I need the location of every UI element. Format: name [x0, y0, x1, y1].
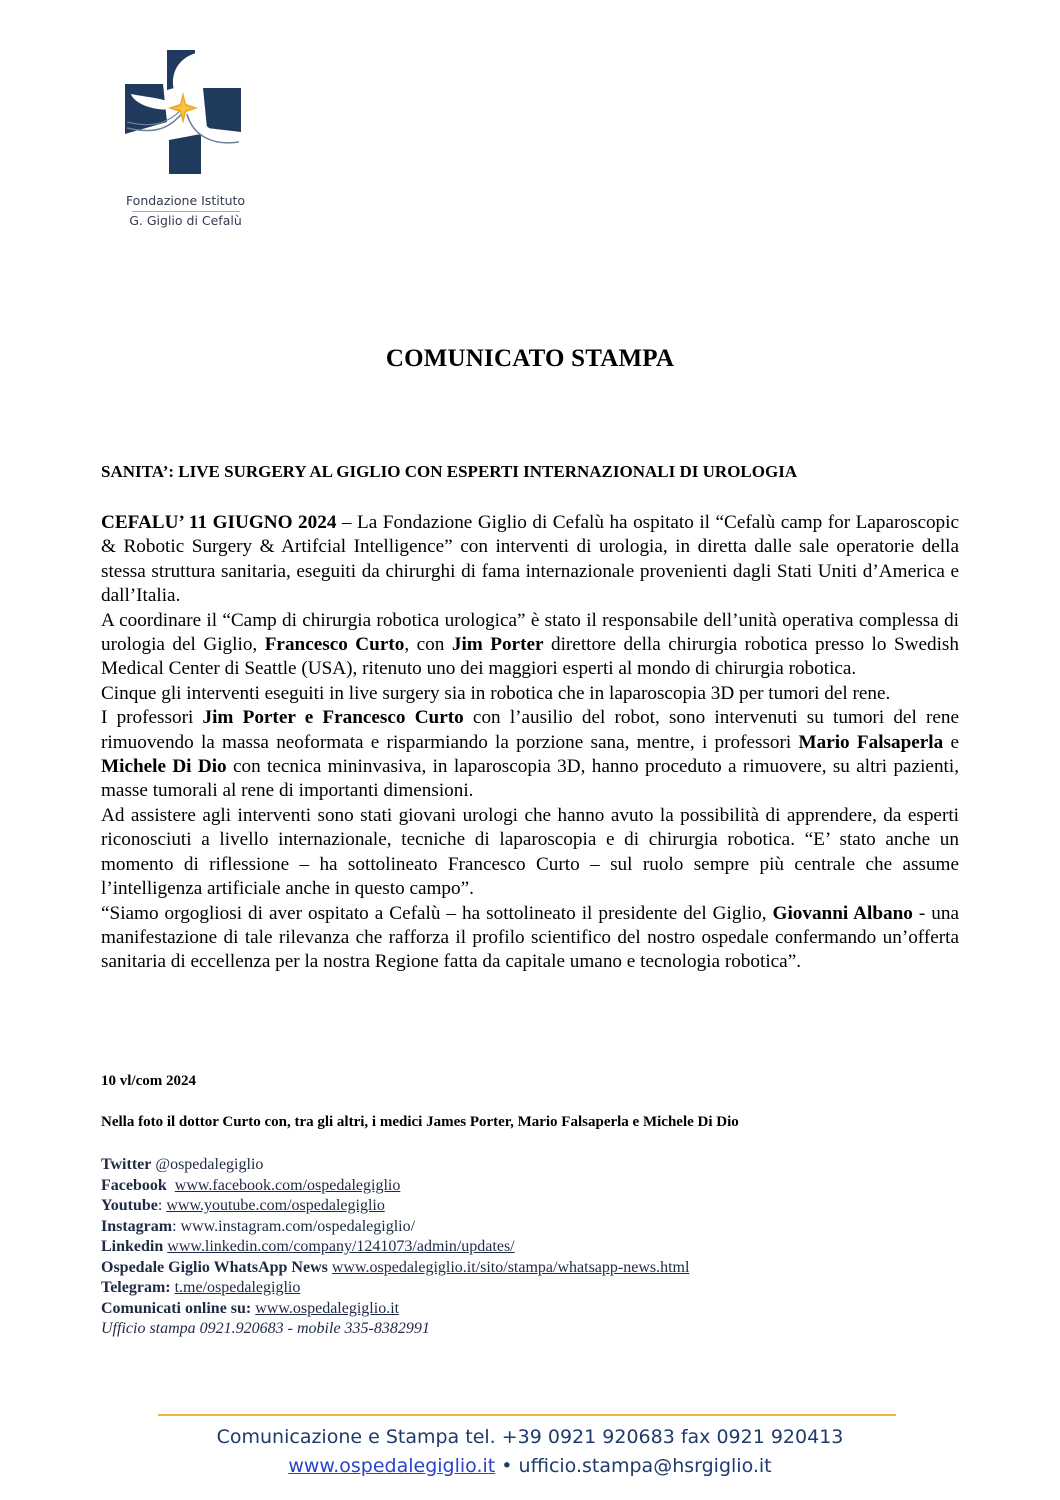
- name-albano: Giovanni Albano: [772, 902, 913, 924]
- dateline: CEFALU’ 11 GIUGNO 2024: [101, 512, 337, 533]
- youtube-link[interactable]: www.youtube.com/ospedalegiglio: [166, 1197, 385, 1214]
- telegram-link[interactable]: t.me/ospedalegiglio: [174, 1279, 301, 1296]
- paragraph-2-text-d: direttore della chirurgia robotica presso lo Swedish Medical Center di Seattle (USA), ritenuto uno dei maggiori esperti al mondo di chirurgia robotica.: [101, 634, 959, 680]
- paragraph-1-text: – La Fondazione Giglio di Cefalù ha ospitato il “Cefalù camp for Laparoscopic & Robotic Surgery & Artifcial Intelligence” con interventi di urologia, in diretta dalle sale operatorie della stessa struttura sanitaria, eseguiti da chirurghi di fama internazionale provenienti dagli Stati Uniti d’America e dall’Italia.: [101, 512, 959, 607]
- logo-text-line1: Fondazione Istituto: [125, 193, 246, 208]
- paragraph-2-text-a: A coordinare il “Camp di chirurgia robotica urologica” è stato il responsabile dell’unità operativa complessa di urologia del Giglio,: [101, 609, 959, 656]
- online-link[interactable]: www.ospedalegiglio.it: [255, 1299, 400, 1317]
- online-row: [101, 1299, 961, 1320]
- logo-divider: [132, 211, 240, 212]
- paragraph-4: [101, 706, 959, 804]
- footer-separator: •: [495, 1455, 519, 1477]
- footer-contacts: Comunicazione e Stampa tel. +39 0921 920683 fax 0921 920413: [216, 1426, 844, 1448]
- footer-links: [0, 1455, 1060, 1477]
- social-links: [101, 1155, 961, 1340]
- whatsapp-row: [101, 1258, 961, 1279]
- footer-divider: [158, 1414, 896, 1416]
- twitter-handle: @ospedalegiglio: [151, 1156, 264, 1173]
- instagram-row: [101, 1217, 961, 1238]
- linkedin-link[interactable]: www.linkedin.com/company/1241073/admin/updates/: [167, 1238, 515, 1255]
- body-text: [101, 511, 959, 975]
- logo: [118, 42, 253, 232]
- whatsapp-link[interactable]: www.ospedalegiglio.it/sito/stampa/whatsapp-news.html: [331, 1258, 690, 1276]
- facebook-label: Facebook: [101, 1176, 167, 1194]
- telegram-row: [101, 1278, 961, 1299]
- twitter-label: Twitter: [101, 1156, 152, 1173]
- page-title: COMUNICATO STAMPA: [385, 345, 675, 372]
- reference-code: 10 vl/com 2024: [101, 1073, 196, 1089]
- linkedin-row: [101, 1237, 961, 1258]
- paragraph-4-text-d: e: [943, 731, 959, 753]
- linkedin-label: Linkedin: [101, 1238, 164, 1255]
- twitter-row: [101, 1155, 961, 1176]
- name-porter: Jim Porter: [451, 634, 544, 656]
- facebook-row: [101, 1176, 961, 1197]
- telegram-label: Telegram:: [101, 1279, 171, 1296]
- name-curto: Francesco Curto: [264, 634, 405, 656]
- youtube-label: Youtube: [101, 1197, 158, 1214]
- online-label: Comunicati online su:: [101, 1299, 252, 1317]
- instagram-handle: : www.instagram.com/ospedalegiglio/: [172, 1217, 416, 1235]
- facebook-link[interactable]: www.facebook.com/ospedalegiglio: [174, 1176, 401, 1194]
- paragraph-1: [101, 511, 959, 609]
- paragraph-2: [101, 609, 959, 682]
- youtube-row: Youtube: www.youtube.com/ospedalegiglio: [101, 1197, 385, 1214]
- paragraph-2-text-c: , con: [404, 634, 452, 656]
- name-di-dio: Michele Di Dio: [101, 756, 227, 778]
- paragraph-5: Ad assistere agli interventi sono stati giovani urologi che hanno avuto la possibilità di apprendere, da esperti riconosciuti a livello internazionale, tecniche di laparoscopia e di chirurgia robotica. “E’ stato anche un momento di riflessione – ha sottolineato Francesco Curto – sul ruolo sempre più centrale che assume l’intelligenza artificiale anche in questo campo”.: [101, 804, 959, 900]
- paragraph-4-text-e: con tecnica mininvasiva, in laparoscopia 3D, hanno proceduto a rimuovere, su altri pazienti, masse tumorali al rene di importanti dimensioni.: [101, 756, 959, 802]
- instagram-label: Instagram: [101, 1217, 173, 1235]
- paragraph-4-text-c: con l’ausilio del robot, sono intervenuti su tumori del rene rimuovendo la massa neoformata e risparmiando la porzione sana, mentre, i professori: [101, 707, 959, 753]
- paragraph-3: Cinque gli interventi eseguiti in live surgery sia in robotica che in laparoscopia 3D per tumori del rene.: [101, 682, 891, 704]
- whatsapp-label: Ospedale Giglio WhatsApp News: [101, 1258, 328, 1276]
- headline: SANITA’: LIVE SURGERY AL GIGLIO CON ESPERTI INTERNAZIONALI DI UROLOGIA: [101, 462, 798, 481]
- paragraph-6: [101, 902, 959, 975]
- press-office-contacts: Ufficio stampa 0921.920683 - mobile 335-8382991: [101, 1320, 430, 1337]
- logo-text-line2: G. Giglio di Cefalù: [129, 213, 242, 228]
- footer-site-link[interactable]: www.ospedalegiglio.it: [288, 1455, 496, 1477]
- names-porter-curto: Jim Porter e Francesco Curto: [202, 707, 464, 729]
- giglio-cross-logo-icon: [123, 42, 245, 182]
- photo-caption: Nella foto il dottor Curto con, tra gli altri, i medici James Porter, Mario Falsaperla e Michele Di Dio: [101, 1114, 739, 1130]
- footer-email[interactable]: ufficio.stampa@hsrgiglio.it: [518, 1455, 772, 1477]
- name-falsaperla: Mario Falsaperla: [798, 731, 944, 753]
- paragraph-4-text-a: I professori: [101, 707, 203, 729]
- paragraph-6-text-c: - una manifestazione di tale rilevanza che rafforza il profilo scientifico del nostro ospedale confermando un’offerta sanitaria di eccellenza per la nostra Regione fatta da capitale umano e tecnologia robotica”.: [101, 902, 960, 973]
- paragraph-6-text-a: “Siamo orgogliosi di aver ospitato a Cefalù – ha sottolineato il presidente del Giglio,: [101, 902, 773, 924]
